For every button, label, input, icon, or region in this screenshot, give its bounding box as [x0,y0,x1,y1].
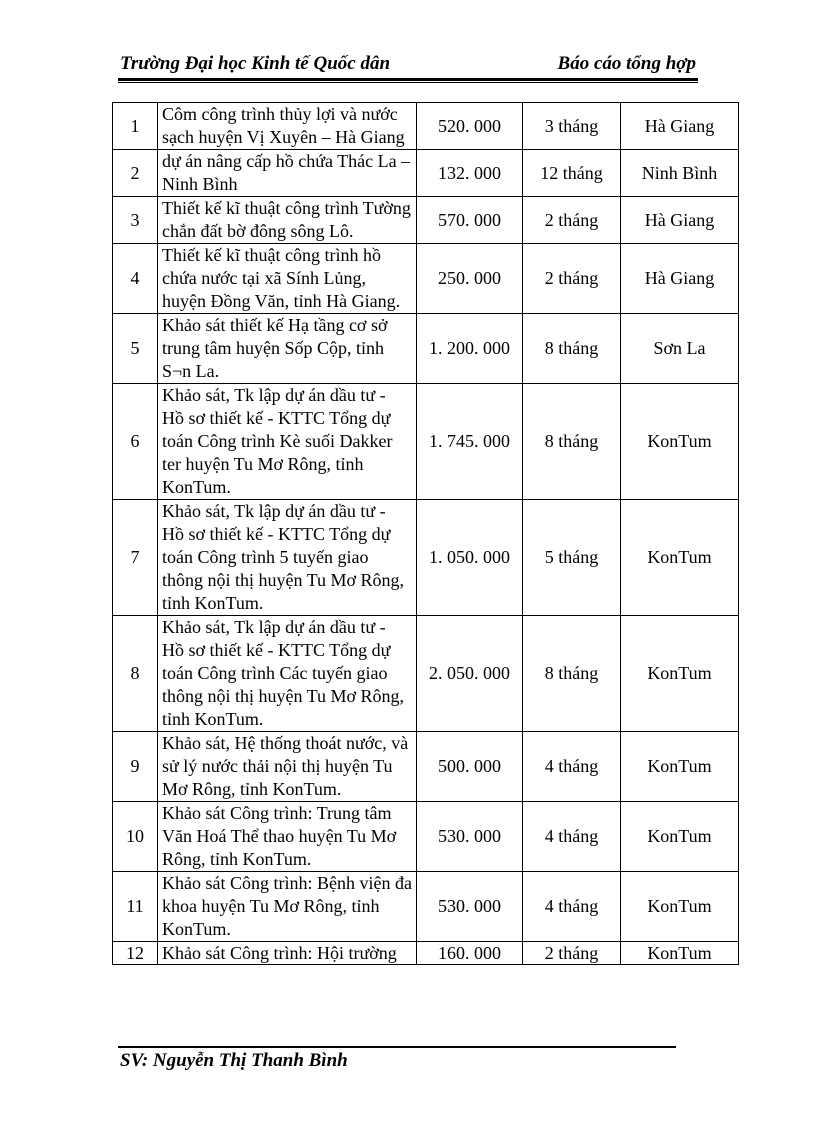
project-value [417,384,523,500]
project-location-text: Hà Giang [644,209,715,230]
project-location [621,314,739,384]
table-row [113,942,739,965]
project-duration-text: 8 tháng [544,663,599,683]
project-name-text: Khảo sát, Tk lập dự án dầu tư - Hồ sơ thiết kế - KTTC Tổng dự toán Công trình Các tuyến giao thông nội thị huyện Tu Mơ Rông, tỉnh KonTum. [162,617,405,729]
project-location-text: KonTum [647,943,712,963]
project-duration-text: 4 tháng [544,756,599,776]
project-location-text: Ninh Bình [641,162,718,183]
row-number [113,150,158,197]
footer-divider [118,1046,676,1048]
project-name [158,872,417,942]
project-duration [523,732,621,802]
project-duration [523,244,621,314]
row-number [113,197,158,244]
project-location [621,197,739,244]
project-value [417,244,523,314]
table-row [113,872,739,942]
project-name [158,197,417,244]
projects-table [112,102,739,965]
row-number [113,732,158,802]
row-number [113,802,158,872]
project-location [621,616,739,732]
row-number [113,616,158,732]
project-value-text: 250. 000 [438,268,501,288]
project-name-text: Khảo sát, Tk lập dự án dầu tư - Hồ sơ thiết kế - KTTC Tổng dự toán Công trình 5 tuyến giao thông nội thị huyện Tu Mơ Rông, tỉnh KonTum. [162,501,405,613]
project-value [417,802,523,872]
project-value-text: 530. 000 [438,896,501,916]
project-value [417,500,523,616]
project-duration [523,942,621,965]
project-duration-text: 2 tháng [544,268,599,288]
project-value [417,732,523,802]
project-duration [523,150,621,197]
project-duration [523,103,621,150]
project-duration-text: 2 tháng [544,209,599,230]
row-number-text: 10 [126,826,144,846]
row-number-text: 2 [130,162,140,183]
row-number-text: 12 [126,943,144,963]
row-number-text: 11 [126,896,144,916]
project-name-text: Khảo sát, Tk lập dự án dầu tư - Hồ sơ thiết kế - KTTC Tổng dự toán Công trình Kè suối Dakker ter huyện Tu Mơ Rông, tỉnh KonTum. [162,385,393,497]
project-name-text: Khảo sát Công trình: Bệnh viện đa khoa huyện Tu Mơ Rông, tỉnh KonTum. [162,873,412,939]
project-value [417,872,523,942]
project-name-text: dự án nâng cấp hồ chứa Thác La – Ninh Bình [162,151,411,194]
project-name [158,314,417,384]
project-location-text: Sơn La [653,338,706,358]
row-number [113,314,158,384]
row-number-text: 3 [130,209,140,230]
project-location [621,150,739,197]
table-row [113,197,739,244]
project-name-text: Thiết kế kĩ thuật công trình hồ chứa nước tại xã Sính Lủng, huyện Đồng Văn, tỉnh Hà Giang. [162,245,401,311]
project-name-text: Khảo sát Công trình: Trung tâm Văn Hoá Thể thao huyện Tu Mơ Rông, tỉnh KonTum. [162,803,397,869]
project-duration [523,384,621,500]
project-value [417,314,523,384]
project-name [158,244,417,314]
project-name [158,732,417,802]
project-name [158,802,417,872]
project-name [158,500,417,616]
project-value-text: 500. 000 [438,756,501,776]
project-duration-text: 5 tháng [544,547,599,567]
project-value-text: 2. 050. 000 [429,663,510,683]
project-location [621,732,739,802]
project-name-text: Thiết kế kĩ thuật công trình Tường chắn đất bờ đông sông Lô. [162,198,411,241]
project-value-text: 132. 000 [438,162,501,183]
project-location [621,802,739,872]
table-row [113,384,739,500]
row-number-text: 7 [130,547,140,567]
project-value-text: 1. 050. 000 [429,547,510,567]
project-name [158,942,417,965]
project-name-text: Khảo sát Công trình: Hội trường [162,943,397,963]
university-name: Trường Đại học Kinh tế Quốc dân [120,53,391,74]
project-value [417,150,523,197]
project-value-text: 160. 000 [438,943,501,963]
row-number-text: 4 [130,268,140,288]
project-location-text: KonTum [647,826,712,846]
project-location-text: Hà Giang [644,268,715,288]
row-number [113,384,158,500]
table-row [113,802,739,872]
row-number-text: 5 [130,338,140,358]
project-name [158,103,417,150]
project-location [621,872,739,942]
project-value [417,103,523,150]
project-duration [523,197,621,244]
project-value-text: 520. 000 [438,115,501,136]
project-value-text: 570. 000 [438,209,501,230]
project-duration-text: 4 tháng [544,896,599,916]
project-value-text: 530. 000 [438,826,501,846]
row-number-text: 6 [130,431,140,451]
student-name: SV: Nguyễn Thị Thanh Bình [120,1050,348,1071]
project-duration-text: 12 tháng [540,162,603,183]
project-location-text: KonTum [647,431,712,451]
table-row [113,732,739,802]
row-number-text: 9 [130,756,140,776]
project-duration [523,314,621,384]
table-row [113,150,739,197]
page-header [118,50,698,80]
project-duration [523,500,621,616]
project-name-text: Khảo sát, Hệ thống thoát nước, và sử lý nước thải nội thị huyện Tu Mơ Rông, tỉnh KonTum. [162,733,409,799]
row-number [113,244,158,314]
project-value [417,942,523,965]
row-number-text: 1 [130,115,140,136]
table-row [113,244,739,314]
project-value [417,197,523,244]
row-number-text: 8 [130,663,140,683]
project-value [417,616,523,732]
project-location [621,103,739,150]
project-value-text: 1. 200. 000 [429,338,510,358]
report-title: Báo cáo tổng hợp [557,53,696,74]
project-duration-text: 8 tháng [544,431,599,451]
project-location [621,384,739,500]
table-row [113,103,739,150]
project-location [621,942,739,965]
row-number [113,500,158,616]
project-duration [523,802,621,872]
table-row [113,314,739,384]
project-location-text: Hà Giang [644,115,715,136]
project-duration-text: 3 tháng [544,115,599,136]
row-number [113,872,158,942]
header-divider [118,78,698,83]
project-location-text: KonTum [647,896,712,916]
table-row [113,616,739,732]
project-name [158,616,417,732]
project-name-text: Khảo sát thiết kế Hạ tầng cơ sở trung tâm huyện Sốp Cộp, tỉnh S¬n La. [162,315,388,381]
project-value-text: 1. 745. 000 [429,431,510,451]
project-name-text: Côm công trình thủy lợi và nước sạch huyện Vị Xuyên – Hà Giang [162,104,405,147]
project-name [158,384,417,500]
table-row [113,500,739,616]
project-duration [523,872,621,942]
row-number [113,942,158,965]
project-location [621,500,739,616]
project-duration [523,616,621,732]
project-location-text: KonTum [647,663,712,683]
project-location-text: KonTum [647,756,712,776]
project-duration-text: 8 tháng [544,338,599,358]
project-location-text: KonTum [647,547,712,567]
row-number [113,103,158,150]
project-location [621,244,739,314]
project-duration-text: 4 tháng [544,826,599,846]
project-name [158,150,417,197]
project-duration-text: 2 tháng [544,943,599,963]
